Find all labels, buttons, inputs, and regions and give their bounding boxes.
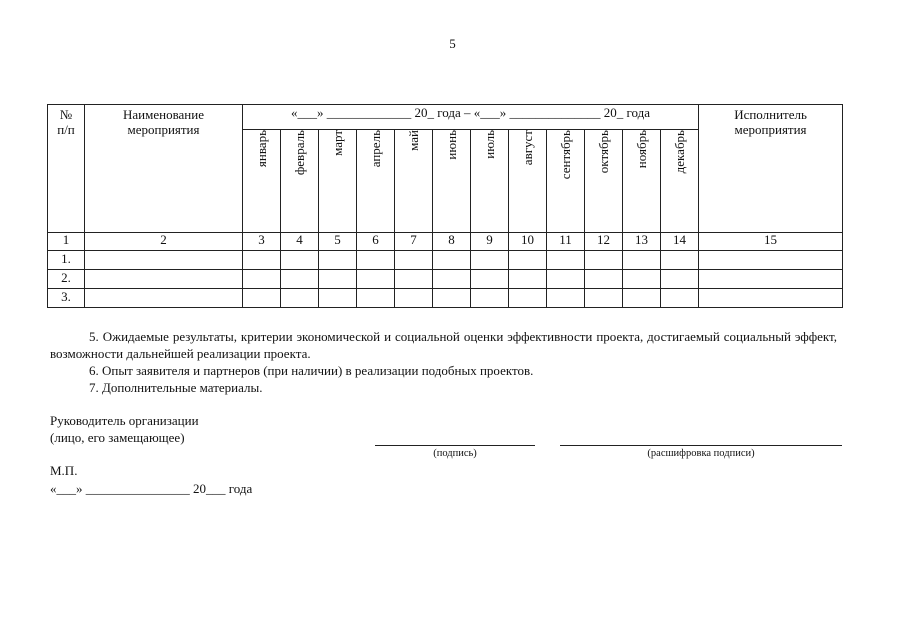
table-cell[interactable] [699,251,843,270]
table-cell[interactable] [85,270,243,289]
table-cell[interactable] [395,289,433,308]
table-cell[interactable] [281,289,319,308]
table-cell[interactable] [509,270,547,289]
table-cell[interactable] [243,270,281,289]
paragraph-experience: 6. Опыт заявителя и партнеров (при наличии) в реализации подобных проектов. [89,363,534,378]
table-cell[interactable] [585,289,623,308]
head-of-organization-label: Руководитель организации [50,413,199,428]
table-cell[interactable] [509,289,547,308]
column-number: 5 [319,233,357,251]
table-cell[interactable] [623,251,661,270]
table-cell[interactable] [623,289,661,308]
month-february: февраль [281,130,319,233]
table-cell[interactable] [547,289,585,308]
header-executor: Исполнитель мероприятия [699,105,843,233]
paragraph-expected-results: 5. Ожидаемые результаты, критерии экономической и социальной оценки эффективности проекта, достигаемый социальный эффект, возможности дальнейшей реализации проекта. [50,329,837,361]
stamp-label: М.П. [50,463,78,478]
table-cell[interactable] [661,270,699,289]
month-july: июль [471,130,509,233]
column-number: 10 [509,233,547,251]
header-period: «___» _____________ 20_ года – «___» ______________ 20_ года [243,105,699,130]
table-cell[interactable] [699,270,843,289]
table-cell[interactable] [433,289,471,308]
paragraph-additional-materials: 7. Дополнительные материалы. [89,380,263,395]
month-june: июнь [433,130,471,233]
table-cell[interactable] [319,289,357,308]
table-row [48,270,843,289]
table-cell[interactable] [699,289,843,308]
table-cell[interactable] [243,289,281,308]
month-august: август [509,130,547,233]
table-cell[interactable] [85,251,243,270]
month-may: май [395,130,433,233]
month-january: январь [243,130,281,233]
date-line: «___» ________________ 20___ года [50,481,253,496]
column-number: 2 [85,233,243,251]
table-cell[interactable] [395,251,433,270]
table-cell[interactable] [661,289,699,308]
event-plan-table [47,104,843,308]
month-november: ноябрь [623,130,661,233]
table-cell[interactable] [85,289,243,308]
month-december: декабрь [661,130,699,233]
table-cell[interactable] [319,251,357,270]
signature-line[interactable] [375,445,535,446]
table-cell[interactable] [509,251,547,270]
table-cell[interactable] [547,270,585,289]
table-cell[interactable] [243,251,281,270]
column-number: 7 [395,233,433,251]
table-cell[interactable] [471,289,509,308]
table-cell[interactable] [471,270,509,289]
table-cell[interactable] [357,270,395,289]
row-number: 1. [48,251,85,270]
table-cell[interactable] [433,270,471,289]
table-row [48,251,843,270]
column-number: 13 [623,233,661,251]
table-cell[interactable] [433,251,471,270]
header-row [48,105,843,130]
deputy-label: (лицо, его замещающее) [50,430,185,445]
table-cell[interactable] [547,251,585,270]
column-number: 14 [661,233,699,251]
table-cell[interactable] [319,270,357,289]
column-number: 12 [585,233,623,251]
column-number: 3 [243,233,281,251]
table-cell[interactable] [281,270,319,289]
table-cell[interactable] [585,251,623,270]
table-cell[interactable] [395,270,433,289]
table-cell[interactable] [661,251,699,270]
header-number: № п/п [48,105,85,233]
month-october: октябрь [585,130,623,233]
page-number: 5 [449,36,456,51]
header-event-name: Наименование мероприятия [85,105,243,233]
column-number: 8 [433,233,471,251]
signature-caption: (подпись) [433,448,477,459]
month-march: март [319,130,357,233]
table-row [48,289,843,308]
column-number-row [48,233,843,251]
row-number: 2. [48,270,85,289]
column-number: 6 [357,233,395,251]
table-cell[interactable] [281,251,319,270]
column-number: 11 [547,233,585,251]
table-cell[interactable] [585,270,623,289]
table-cell[interactable] [357,289,395,308]
table-cell[interactable] [623,270,661,289]
table-cell[interactable] [471,251,509,270]
month-april: апрель [357,130,395,233]
signature-decoding-caption: (расшифровка подписи) [647,448,755,459]
column-number: 4 [281,233,319,251]
row-number: 3. [48,289,85,308]
column-number: 9 [471,233,509,251]
column-number: 15 [699,233,843,251]
month-september: сентябрь [547,130,585,233]
table-cell[interactable] [357,251,395,270]
signature-decoding-line[interactable] [560,445,842,446]
column-number: 1 [48,233,85,251]
